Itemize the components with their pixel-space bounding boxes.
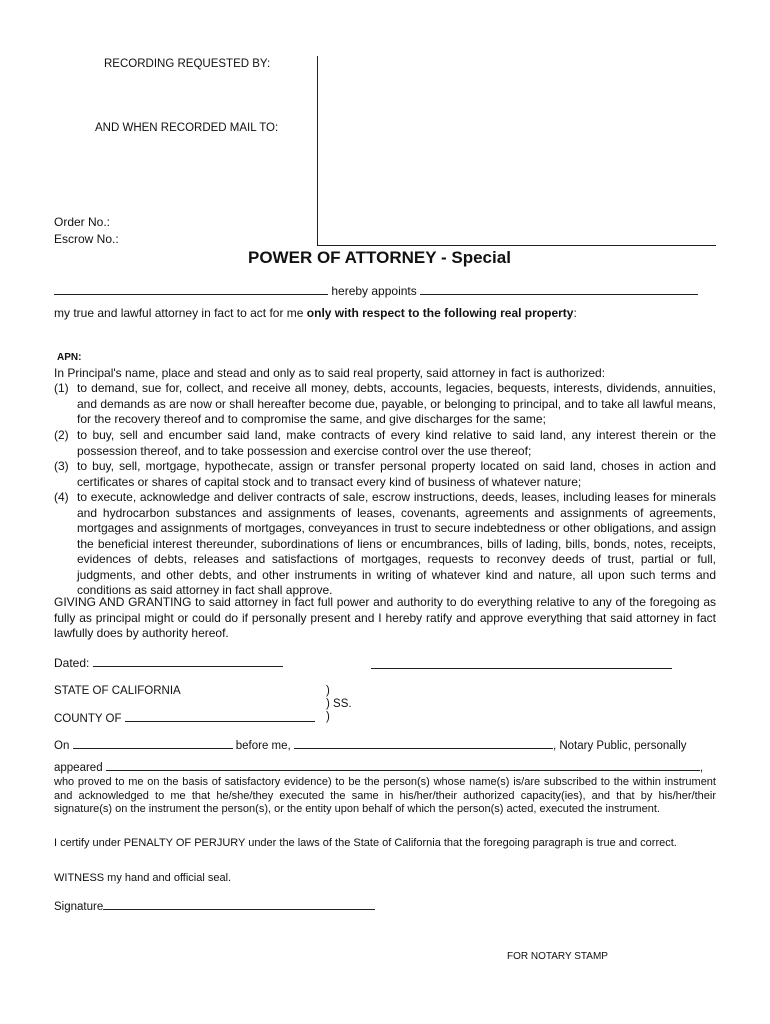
power-number: (2) bbox=[54, 428, 69, 442]
header-vertical-divider bbox=[317, 56, 318, 246]
notary-name-blank[interactable] bbox=[294, 738, 553, 749]
witness-text: WITNESS my hand and official seal. bbox=[54, 872, 232, 884]
on-label: On bbox=[54, 740, 70, 752]
intro-plain-text: my true and lawful attorney in fact to act for me bbox=[54, 306, 307, 320]
when-recorded-mail-to-label: AND WHEN RECORDED MAIL TO: bbox=[95, 122, 279, 134]
county-blank[interactable] bbox=[125, 711, 315, 722]
date-blank[interactable] bbox=[93, 656, 283, 667]
venue-paren: ) bbox=[326, 685, 330, 697]
notary-stamp-label: FOR NOTARY STAMP bbox=[507, 951, 608, 962]
authority-intro: In Principal's name, place and stead and only as to said real property, said attorney in fact is authorized: bbox=[54, 366, 606, 380]
notary-date-blank[interactable] bbox=[73, 738, 233, 749]
power-number: (3) bbox=[54, 459, 69, 473]
document-title: POWER OF ATTORNEY - Special bbox=[248, 248, 511, 267]
signature-label: Signature bbox=[54, 901, 104, 913]
appeared-line bbox=[54, 760, 703, 774]
power-text: to buy, sell, mortgage, hypothecate, assign or transfer personal property located on said land, choses in action and certificates or shares of capital stock and to transact every kind of business of whatever nature; bbox=[77, 459, 716, 489]
dated-line bbox=[54, 656, 283, 670]
order-no-label: Order No.: bbox=[54, 215, 111, 229]
giving-granting-paragraph: GIVING AND GRANTING to said attorney in fact full power and authority to do everything relative to any of the foregoing as fully as principal might or could do if personally present and I hereby ratify and approve everything that said attorney in fact lawfully does by authority hereof. bbox=[54, 595, 716, 640]
principal-name-blank[interactable] bbox=[54, 284, 328, 295]
power-text: to execute, acknowledge and deliver contracts of sale, escrow instructions, deeds, leases, including leases for minerals and hydrocarbon substances and assignments of leases, covenants, agreements and assignments of agreements, mortgages and assignments of mortgages, conveyances in trust to secure indebtedness or other obligations, and assign the beneficial interest thereunder, subordinations of liens or encumbrances, bills of lading, bills, bonds, notes, receipts, evidences of debts, releases and satisfactions of mortgages, requests to reconvey deeds of trust, partial or full, judgments, and other debts, and other instruments in writing of whatever kind and nature, all upon such terms and conditions as said attorney in fact shall approve. bbox=[77, 490, 716, 597]
power-number: (1) bbox=[54, 381, 69, 395]
power-item bbox=[54, 459, 716, 490]
acknowledgment-paragraph: who proved to me on the basis of satisfactory evidence) to be the person(s) whose name(s) is/are subscribed to the within instrument and acknowledged to me that he/she/they executed the same in his/her/their authorized capacity(ies), and that by his/her/their signature(s) on the instrument the person(s), or the entity upon behalf of which the person(s) acted, executed the instrument. bbox=[54, 776, 716, 815]
county-label: COUNTY OF bbox=[54, 713, 122, 725]
state-label: STATE OF CALIFORNIA bbox=[54, 685, 181, 697]
appointment-intro bbox=[54, 306, 577, 320]
venue-paren: ) bbox=[326, 711, 330, 723]
power-text: to buy, sell and encumber said land, make contracts of every kind relative to said land, any interest therein or the possession thereof, and to take possession and exercise control over the use thereof; bbox=[77, 428, 716, 458]
intro-bold-text: only with respect to the following real property bbox=[306, 306, 574, 320]
intro-end-text: : bbox=[573, 306, 577, 320]
header-horizontal-divider bbox=[317, 245, 716, 246]
notary-public-text: , Notary Public, personally bbox=[552, 740, 687, 752]
appointment-line bbox=[54, 284, 698, 298]
dated-label: Dated: bbox=[54, 656, 90, 670]
notary-date-line bbox=[54, 738, 687, 752]
signature-line bbox=[54, 899, 375, 913]
before-me-label: before me, bbox=[235, 740, 291, 752]
escrow-no-label: Escrow No.: bbox=[54, 232, 119, 246]
appeared-blank[interactable] bbox=[106, 760, 700, 771]
signature-blank[interactable] bbox=[103, 899, 375, 910]
appeared-label: appeared bbox=[54, 762, 103, 774]
power-text: to demand, sue for, collect, and receive all money, debts, accounts, legacies, bequests, interests, dividends, annuities, and demands as are now or shall hereafter become due, payable, or belonging to principal, and to take all lawful means, for the recovery thereof and to compromise the same, and give discharges for the same; bbox=[77, 381, 716, 426]
venue-ss: ) SS. bbox=[326, 698, 352, 710]
recording-requested-by-label: RECORDING REQUESTED BY: bbox=[104, 58, 271, 70]
appeared-end: , bbox=[699, 762, 704, 774]
perjury-paragraph: I certify under PENALTY OF PERJURY under the laws of the State of California that the foregoing paragraph is true and correct. bbox=[54, 837, 677, 849]
power-item bbox=[54, 490, 716, 599]
power-number: (4) bbox=[54, 490, 69, 504]
power-item bbox=[54, 381, 716, 428]
principal-signature-line[interactable] bbox=[371, 668, 672, 669]
attorney-name-blank[interactable] bbox=[420, 284, 698, 295]
hereby-appoints-text: hereby appoints bbox=[331, 284, 417, 298]
county-line bbox=[54, 711, 315, 725]
apn-label: APN: bbox=[57, 352, 82, 363]
power-item bbox=[54, 428, 716, 459]
